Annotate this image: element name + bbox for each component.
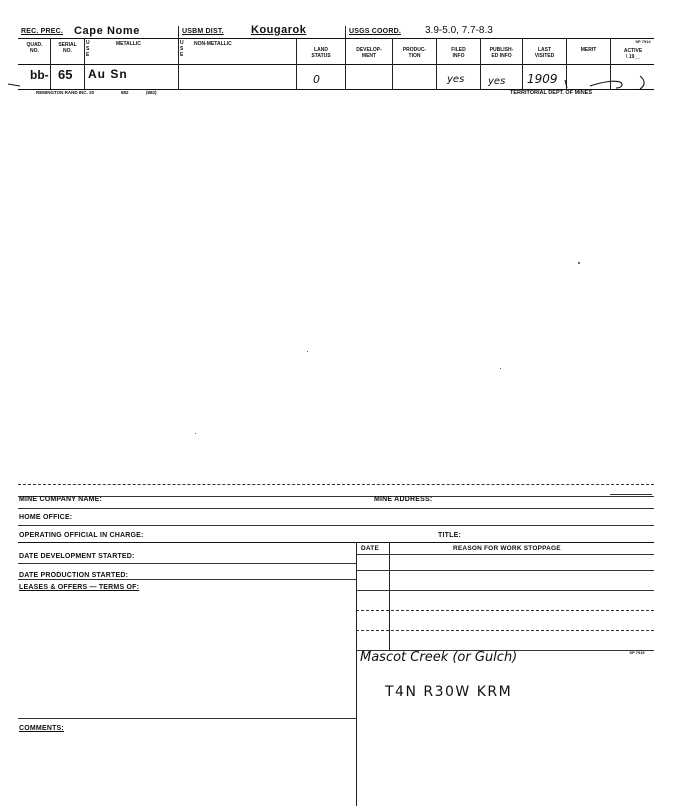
merit-scribble xyxy=(590,81,622,88)
stoppage-row-rule xyxy=(356,610,654,611)
col-use-2: U S E xyxy=(180,40,184,58)
stoppage-left-border xyxy=(356,542,357,806)
operating-official-rule xyxy=(18,542,654,543)
col-use-1: U S E xyxy=(86,40,90,58)
stoppage-row-rule xyxy=(356,590,654,591)
col-published-info: PUBLISH- ED INFO xyxy=(489,47,514,59)
form-code-a: 882 xyxy=(121,90,129,95)
printer-credit: REMINGTON RAND INC. 20 xyxy=(36,90,95,95)
department-footer: TERRITORIAL DEPT. OF MINES xyxy=(510,90,592,96)
comments-label: COMMENTS: xyxy=(19,725,64,732)
divider-active xyxy=(610,38,611,89)
scan-speck xyxy=(195,433,196,434)
col-land-status: LAND STATUS xyxy=(311,47,331,59)
address-pen-stroke xyxy=(610,494,652,495)
row-serial-stamp: 65 xyxy=(58,67,73,82)
col-quad-no: QUAD. NO. xyxy=(26,42,43,54)
title-label: TITLE: xyxy=(438,532,461,539)
divider-merit xyxy=(566,38,567,89)
handwritten-location: Mascot Creek (or Gulch) xyxy=(360,650,518,665)
divider-filed xyxy=(436,38,437,89)
divider-production xyxy=(392,38,393,89)
col-non-metallic: NON-METALLIC xyxy=(194,41,232,47)
col-last-visited: LAST VISITED xyxy=(534,47,555,59)
leases-bottom-rule xyxy=(18,718,356,719)
col-serial-no: SERIAL NO. xyxy=(58,42,77,54)
usbm-dist-stamp: Kougarok xyxy=(251,24,307,36)
divider-usbm xyxy=(178,26,179,89)
col-metallic: METALLIC xyxy=(116,41,141,47)
column-header-bottom-rule xyxy=(18,64,654,65)
date-development-label: DATE DEVELOPMENT STARTED: xyxy=(19,553,135,560)
rec-prec-label: REC. PREC. xyxy=(21,28,64,35)
usbm-dist-label: USBM DIST. xyxy=(182,28,224,35)
usgs-coord-value: 3.9-5.0, 7.7-8.3 xyxy=(425,25,493,36)
col-active: ACTIVE \ 19__ xyxy=(623,48,643,60)
col-development: DEVELOP- MENT xyxy=(356,47,382,59)
stoppage-date-divider xyxy=(389,542,390,650)
row-quad-stamp: bb- xyxy=(30,68,49,82)
col-merit: MERIT xyxy=(580,47,597,53)
divider-use1 xyxy=(84,38,85,89)
active-scribble xyxy=(640,76,644,89)
scan-speck xyxy=(500,368,501,369)
stoppage-row-rule xyxy=(356,630,654,631)
operating-official-label: OPERATING OFFICIAL IN CHARGE: xyxy=(19,532,144,539)
home-office-rule xyxy=(18,525,654,526)
rec-prec-stamp: Cape Nome xyxy=(74,25,140,37)
col-filed-info: FILED INFO xyxy=(451,47,466,59)
form-code-top: SP 7914 xyxy=(635,39,651,44)
stoppage-reason-header: REASON FOR WORK STOPPAGE xyxy=(453,545,561,552)
edge-scribble xyxy=(8,84,20,86)
col-production: PRODUC- TION xyxy=(402,47,427,59)
form-code-bottom: SP 7915 xyxy=(629,650,645,655)
divider-land xyxy=(296,38,297,89)
card-top-edge xyxy=(18,484,654,485)
usgs-coord-label: USGS COORD. xyxy=(349,28,401,35)
stoppage-header-rule xyxy=(356,554,654,555)
header-bottom-rule xyxy=(18,38,654,39)
divider-published xyxy=(480,38,481,89)
home-office-label: HOME OFFICE: xyxy=(19,514,73,521)
row-last-visited-value: 1909 xyxy=(527,72,558,86)
scan-speck xyxy=(307,351,308,352)
divider-last xyxy=(522,38,523,89)
row-published-info-value: yes xyxy=(488,76,506,87)
date-production-rule xyxy=(18,579,356,580)
mine-address-label: MINE ADDRESS: xyxy=(374,496,433,503)
mine-company-rule xyxy=(18,496,654,497)
stoppage-date-header: DATE xyxy=(361,545,380,552)
home-office-top-rule xyxy=(18,508,654,509)
scan-speck xyxy=(578,262,580,264)
date-development-rule xyxy=(18,563,356,564)
form-code-b: (882) xyxy=(146,90,157,95)
leases-offers-label: LEASES & OFFERS — TERMS OF: xyxy=(19,584,140,591)
row-land-status-value: 0 xyxy=(313,73,320,86)
stoppage-row-rule xyxy=(356,570,654,571)
row-filed-info-value: yes xyxy=(447,74,465,85)
handwritten-township: T4N R30W KRM xyxy=(385,684,513,700)
mine-company-label: MINE COMPANY NAME: xyxy=(19,496,103,503)
row-metallic-stamp: Au Sn xyxy=(88,67,128,81)
date-production-label: DATE PRODUCTION STARTED: xyxy=(19,572,129,579)
